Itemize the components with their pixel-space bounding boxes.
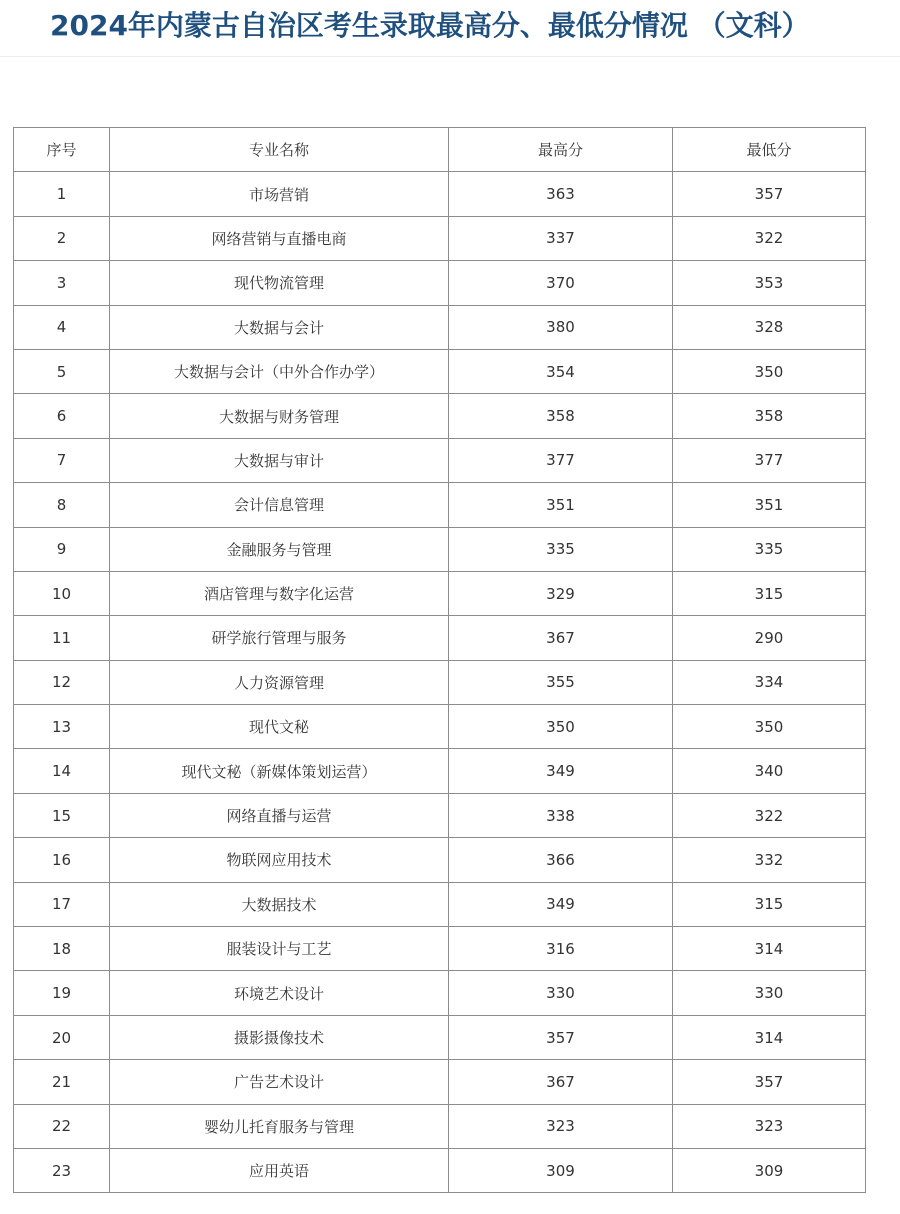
major-name-cell: 服装设计与工艺 bbox=[110, 927, 449, 971]
min-score-cell: 350 bbox=[673, 705, 866, 749]
major-name-cell: 研学旅行管理与服务 bbox=[110, 616, 449, 660]
row-index-cell: 10 bbox=[14, 571, 110, 615]
row-index-cell: 6 bbox=[14, 394, 110, 438]
min-score-cell: 358 bbox=[673, 394, 866, 438]
header-min-score: 最低分 bbox=[673, 128, 866, 172]
table-row bbox=[14, 1104, 866, 1148]
max-score-cell: 357 bbox=[449, 1015, 673, 1059]
max-score-cell: 367 bbox=[449, 1060, 673, 1104]
row-index-cell: 21 bbox=[14, 1060, 110, 1104]
table-row bbox=[14, 660, 866, 704]
table-row bbox=[14, 749, 866, 793]
min-score-cell: 350 bbox=[673, 349, 866, 393]
min-score-cell: 290 bbox=[673, 616, 866, 660]
major-name-cell: 网络直播与运营 bbox=[110, 793, 449, 837]
row-index-cell: 15 bbox=[14, 793, 110, 837]
row-index-cell: 3 bbox=[14, 261, 110, 305]
table-row bbox=[14, 349, 866, 393]
min-score-cell: 314 bbox=[673, 927, 866, 971]
max-score-cell: 349 bbox=[449, 882, 673, 926]
major-name-cell: 会计信息管理 bbox=[110, 483, 449, 527]
max-score-cell: 350 bbox=[449, 705, 673, 749]
max-score-cell: 380 bbox=[449, 305, 673, 349]
min-score-cell: 315 bbox=[673, 882, 866, 926]
min-score-cell: 353 bbox=[673, 261, 866, 305]
row-index-cell: 12 bbox=[14, 660, 110, 704]
row-index-cell: 2 bbox=[14, 216, 110, 260]
table-row bbox=[14, 1015, 866, 1059]
major-name-cell: 大数据与审计 bbox=[110, 438, 449, 482]
table-row bbox=[14, 705, 866, 749]
table-row bbox=[14, 261, 866, 305]
max-score-cell: 329 bbox=[449, 571, 673, 615]
table-row bbox=[14, 172, 866, 216]
table-row bbox=[14, 882, 866, 926]
major-name-cell: 大数据与财务管理 bbox=[110, 394, 449, 438]
table-row bbox=[14, 838, 866, 882]
major-name-cell: 婴幼儿托育服务与管理 bbox=[110, 1104, 449, 1148]
admission-score-table bbox=[13, 127, 866, 1193]
max-score-cell: 367 bbox=[449, 616, 673, 660]
min-score-cell: 357 bbox=[673, 1060, 866, 1104]
max-score-cell: 355 bbox=[449, 660, 673, 704]
max-score-cell: 370 bbox=[449, 261, 673, 305]
min-score-cell: 335 bbox=[673, 527, 866, 571]
major-name-cell: 网络营销与直播电商 bbox=[110, 216, 449, 260]
max-score-cell: 316 bbox=[449, 927, 673, 971]
max-score-cell: 330 bbox=[449, 971, 673, 1015]
table-row bbox=[14, 927, 866, 971]
row-index-cell: 9 bbox=[14, 527, 110, 571]
max-score-cell: 337 bbox=[449, 216, 673, 260]
major-name-cell: 环境艺术设计 bbox=[110, 971, 449, 1015]
min-score-cell: 328 bbox=[673, 305, 866, 349]
row-index-cell: 11 bbox=[14, 616, 110, 660]
row-index-cell: 8 bbox=[14, 483, 110, 527]
table-row bbox=[14, 1060, 866, 1104]
major-name-cell: 大数据与会计 bbox=[110, 305, 449, 349]
row-index-cell: 18 bbox=[14, 927, 110, 971]
max-score-cell: 377 bbox=[449, 438, 673, 482]
major-name-cell: 现代文秘（新媒体策划运营） bbox=[110, 749, 449, 793]
table-row bbox=[14, 216, 866, 260]
table-row bbox=[14, 394, 866, 438]
table-header-row bbox=[14, 128, 866, 172]
table-row bbox=[14, 971, 866, 1015]
row-index-cell: 17 bbox=[14, 882, 110, 926]
min-score-cell: 332 bbox=[673, 838, 866, 882]
max-score-cell: 363 bbox=[449, 172, 673, 216]
page-title: 2024年内蒙古自治区考生录取最高分、最低分情况 （文科） bbox=[50, 9, 810, 42]
header-max-score: 最高分 bbox=[449, 128, 673, 172]
row-index-cell: 5 bbox=[14, 349, 110, 393]
table-row bbox=[14, 483, 866, 527]
min-score-cell: 314 bbox=[673, 1015, 866, 1059]
min-score-cell: 322 bbox=[673, 216, 866, 260]
max-score-cell: 366 bbox=[449, 838, 673, 882]
major-name-cell: 现代文秘 bbox=[110, 705, 449, 749]
max-score-cell: 309 bbox=[449, 1148, 673, 1192]
header-major-name: 专业名称 bbox=[110, 128, 449, 172]
major-name-cell: 应用英语 bbox=[110, 1148, 449, 1192]
min-score-cell: 323 bbox=[673, 1104, 866, 1148]
row-index-cell: 16 bbox=[14, 838, 110, 882]
min-score-cell: 340 bbox=[673, 749, 866, 793]
major-name-cell: 金融服务与管理 bbox=[110, 527, 449, 571]
max-score-cell: 351 bbox=[449, 483, 673, 527]
row-index-cell: 22 bbox=[14, 1104, 110, 1148]
max-score-cell: 323 bbox=[449, 1104, 673, 1148]
major-name-cell: 人力资源管理 bbox=[110, 660, 449, 704]
min-score-cell: 315 bbox=[673, 571, 866, 615]
table-row bbox=[14, 616, 866, 660]
min-score-cell: 322 bbox=[673, 793, 866, 837]
row-index-cell: 1 bbox=[14, 172, 110, 216]
max-score-cell: 338 bbox=[449, 793, 673, 837]
min-score-cell: 330 bbox=[673, 971, 866, 1015]
min-score-cell: 334 bbox=[673, 660, 866, 704]
max-score-cell: 358 bbox=[449, 394, 673, 438]
table-row bbox=[14, 527, 866, 571]
major-name-cell: 酒店管理与数字化运营 bbox=[110, 571, 449, 615]
table-row bbox=[14, 571, 866, 615]
row-index-cell: 13 bbox=[14, 705, 110, 749]
major-name-cell: 摄影摄像技术 bbox=[110, 1015, 449, 1059]
table-row bbox=[14, 793, 866, 837]
major-name-cell: 大数据与会计（中外合作办学） bbox=[110, 349, 449, 393]
row-index-cell: 19 bbox=[14, 971, 110, 1015]
table-body bbox=[14, 172, 866, 1193]
max-score-cell: 349 bbox=[449, 749, 673, 793]
row-index-cell: 14 bbox=[14, 749, 110, 793]
table-row bbox=[14, 305, 866, 349]
major-name-cell: 物联网应用技术 bbox=[110, 838, 449, 882]
table-row bbox=[14, 1148, 866, 1192]
row-index-cell: 20 bbox=[14, 1015, 110, 1059]
row-index-cell: 23 bbox=[14, 1148, 110, 1192]
min-score-cell: 351 bbox=[673, 483, 866, 527]
major-name-cell: 现代物流管理 bbox=[110, 261, 449, 305]
table-row bbox=[14, 438, 866, 482]
row-index-cell: 4 bbox=[14, 305, 110, 349]
max-score-cell: 335 bbox=[449, 527, 673, 571]
header-index: 序号 bbox=[14, 128, 110, 172]
major-name-cell: 市场营销 bbox=[110, 172, 449, 216]
min-score-cell: 309 bbox=[673, 1148, 866, 1192]
min-score-cell: 377 bbox=[673, 438, 866, 482]
row-index-cell: 7 bbox=[14, 438, 110, 482]
min-score-cell: 357 bbox=[673, 172, 866, 216]
major-name-cell: 广告艺术设计 bbox=[110, 1060, 449, 1104]
page-header bbox=[0, 0, 900, 57]
max-score-cell: 354 bbox=[449, 349, 673, 393]
major-name-cell: 大数据技术 bbox=[110, 882, 449, 926]
